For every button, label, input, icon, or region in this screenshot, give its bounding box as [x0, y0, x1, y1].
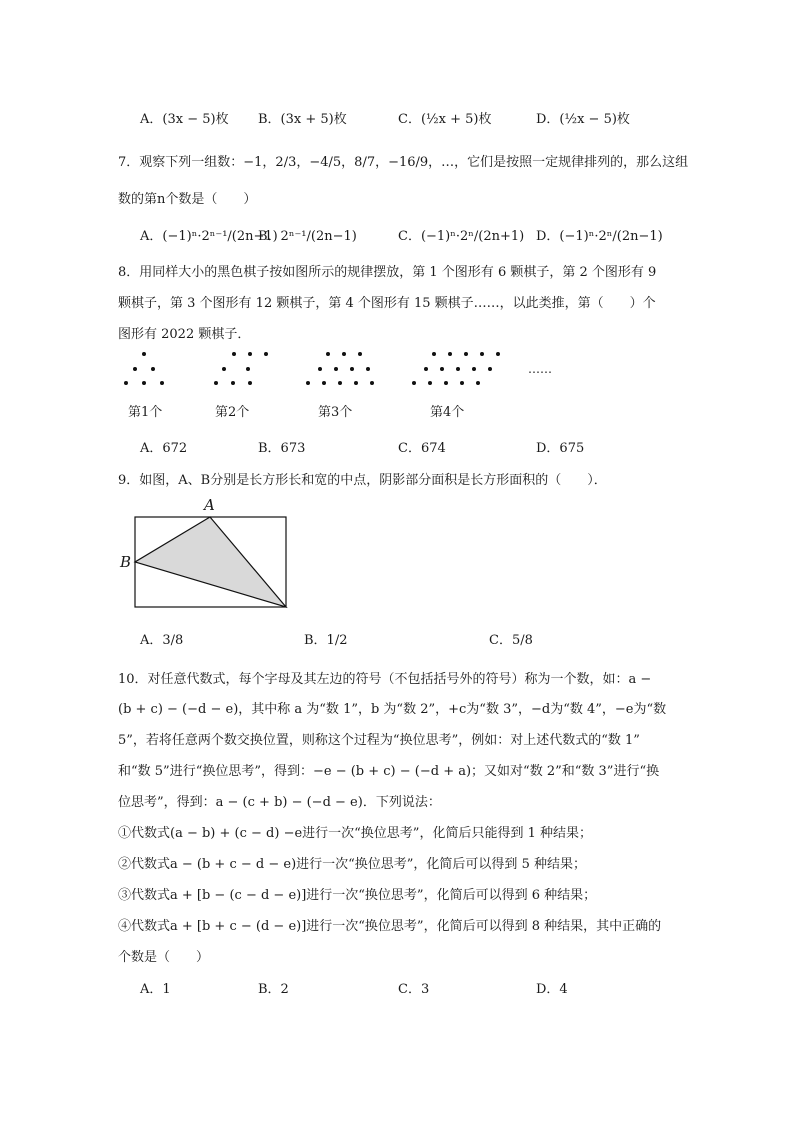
q10-statement-4: ④代数式a + [b + c − (d − e)]进行一次“换位思考”，化简后可以得到 8 种结果，其中正确的: [118, 919, 662, 934]
chess-piece: [472, 367, 476, 371]
chess-piece: [160, 381, 164, 385]
chess-piece: [318, 367, 322, 371]
q10-option-b: B．2: [258, 982, 289, 997]
chess-piece: [460, 381, 464, 385]
chess-piece: [133, 367, 137, 371]
q8-stem-line2: 颗棋子，第 3 个图形有 12 颗棋子，第 4 个图形有 15 颗棋子……，以此类推，第（ ）个: [118, 296, 656, 311]
chess-piece: [322, 381, 326, 385]
chess-piece: [464, 352, 468, 356]
point-b-label: B: [120, 553, 132, 571]
q10-option-c: C．3: [398, 982, 430, 997]
chess-piece: [488, 367, 492, 371]
q10-option-d: D．4: [536, 982, 568, 997]
chess-piece: [231, 381, 235, 385]
chess-piece: [338, 381, 342, 385]
chess-piece: [444, 381, 448, 385]
chess-piece: [151, 367, 155, 371]
q9-option-b: B．1/2: [304, 633, 348, 648]
q7-option-b: B．2ⁿ⁻¹/(2n−1): [258, 229, 357, 244]
q9-option-a: A．3/8: [140, 633, 184, 648]
chess-piece: [428, 381, 432, 385]
figure-label-3: 第3个: [318, 405, 353, 420]
chess-piece: [440, 367, 444, 371]
chess-piece: [326, 352, 330, 356]
q7-stem-line1: 7．观察下列一组数：−1，2/3，−4/5，8/7，−16/9，…，它们是按照一定规律排列的，那么这组: [118, 155, 689, 170]
q10-option-a: A．1: [140, 982, 171, 997]
chess-piece: [124, 381, 128, 385]
chess-piece: [366, 367, 370, 371]
chess-piece: [354, 381, 358, 385]
figure-label-1: 第1个: [128, 405, 163, 420]
chess-piece: [214, 381, 218, 385]
q10-line-5: 位思考”，得到：a − (c + b) − (−d − e)．下列说法：: [118, 795, 441, 810]
chess-piece: [448, 352, 452, 356]
q10-line-2: (b + c) − (−d − e)，其中称 a 为“数 1”，b 为“数 2”，+c为“数 3”，−d为“数 4”，−e为“数: [118, 702, 667, 717]
chess-piece: [248, 381, 252, 385]
figure-ellipsis: ……: [528, 362, 552, 376]
chess-piece: [476, 381, 480, 385]
q9-option-c: C．5/8: [489, 633, 533, 648]
q9-stem: 9．如图，A、B分别是长方形长和宽的中点，阴影部分面积是长方形面积的（ ）．: [118, 473, 607, 488]
chess-piece: [370, 381, 374, 385]
q10-statement-3: ③代数式a + [b − (c − d − e)]进行一次“换位思考”，化简后可以得到 6 种结果；: [118, 888, 597, 903]
chess-piece: [264, 352, 268, 356]
figure-label-4: 第4个: [430, 405, 465, 420]
q8-option-c: C．674: [398, 441, 446, 456]
q10-statement-1: ①代数式(a − b) + (c − d) −e进行一次“换位思考”，化简后只能得到 1 种结果；: [118, 826, 592, 841]
q8-stem-line3: 图形有 2022 颗棋子．: [118, 327, 251, 342]
q6-option-a: A．(3x − 5)枚: [140, 112, 229, 127]
chess-piece: [456, 367, 460, 371]
chess-piece: [350, 367, 354, 371]
q6-option-d: D．(½x − 5)枚: [536, 112, 630, 127]
q7-option-d: D．(−1)ⁿ·2ⁿ/(2n−1): [536, 229, 663, 244]
q8-option-b: B．673: [258, 441, 306, 456]
chess-piece: [306, 381, 310, 385]
chess-piece: [412, 381, 416, 385]
figure-label-2: 第2个: [215, 405, 250, 420]
q7-option-c: C．(−1)ⁿ·2ⁿ/(2n+1): [398, 229, 525, 244]
chess-piece: [342, 352, 346, 356]
q10-line-4: 和“数 5”进行“换位思考”，得到：−e − (b + c) − (−d + a)；又如对“数 2”和“数 3”进行“换: [118, 764, 660, 779]
shaded-triangle: [135, 517, 286, 607]
chess-piece: [232, 352, 236, 356]
q8-option-d: D．675: [536, 441, 585, 456]
chess-piece: [358, 352, 362, 356]
chess-piece: [248, 352, 252, 356]
chess-piece: [334, 367, 338, 371]
q10-line-10: 个数是（ ）: [118, 950, 210, 965]
chess-piece: [142, 381, 146, 385]
chess-piece: [432, 352, 436, 356]
q8-option-a: A．672: [140, 441, 188, 456]
q7-option-a: A．(−1)ⁿ·2ⁿ⁻¹/(2n−1): [140, 229, 278, 244]
chess-piece: [424, 367, 428, 371]
point-a-label: A: [204, 496, 215, 514]
q10-line-1: 10．对任意代数式，每个字母及其左边的符号（不包括括号外的符号）称为一个数，如：a −: [118, 672, 652, 687]
q10-line-3: 5”，若将任意两个数交换位置，则称这个过程为“换位思考”，例如：对上述代数式的“数 1”: [118, 733, 640, 748]
q8-stem-line1: 8．用同样大小的黑色棋子按如图所示的规律摆放，第 1 个图形有 6 颗棋子，第 2 个图形有 9: [118, 265, 657, 280]
chess-piece: [496, 352, 500, 356]
q6-option-b: B．(3x + 5)枚: [258, 112, 347, 127]
chess-piece: [142, 352, 146, 356]
chess-piece: [222, 367, 226, 371]
q6-option-c: C．(½x + 5)枚: [398, 112, 492, 127]
q7-stem-line2: 数的第n个数是（ ）: [118, 192, 257, 207]
chess-piece: [246, 367, 250, 371]
chess-piece: [480, 352, 484, 356]
q10-statement-2: ②代数式a − (b + c − d − e)进行一次“换位思考”，化简后可以得到 5 种结果；: [118, 857, 586, 872]
